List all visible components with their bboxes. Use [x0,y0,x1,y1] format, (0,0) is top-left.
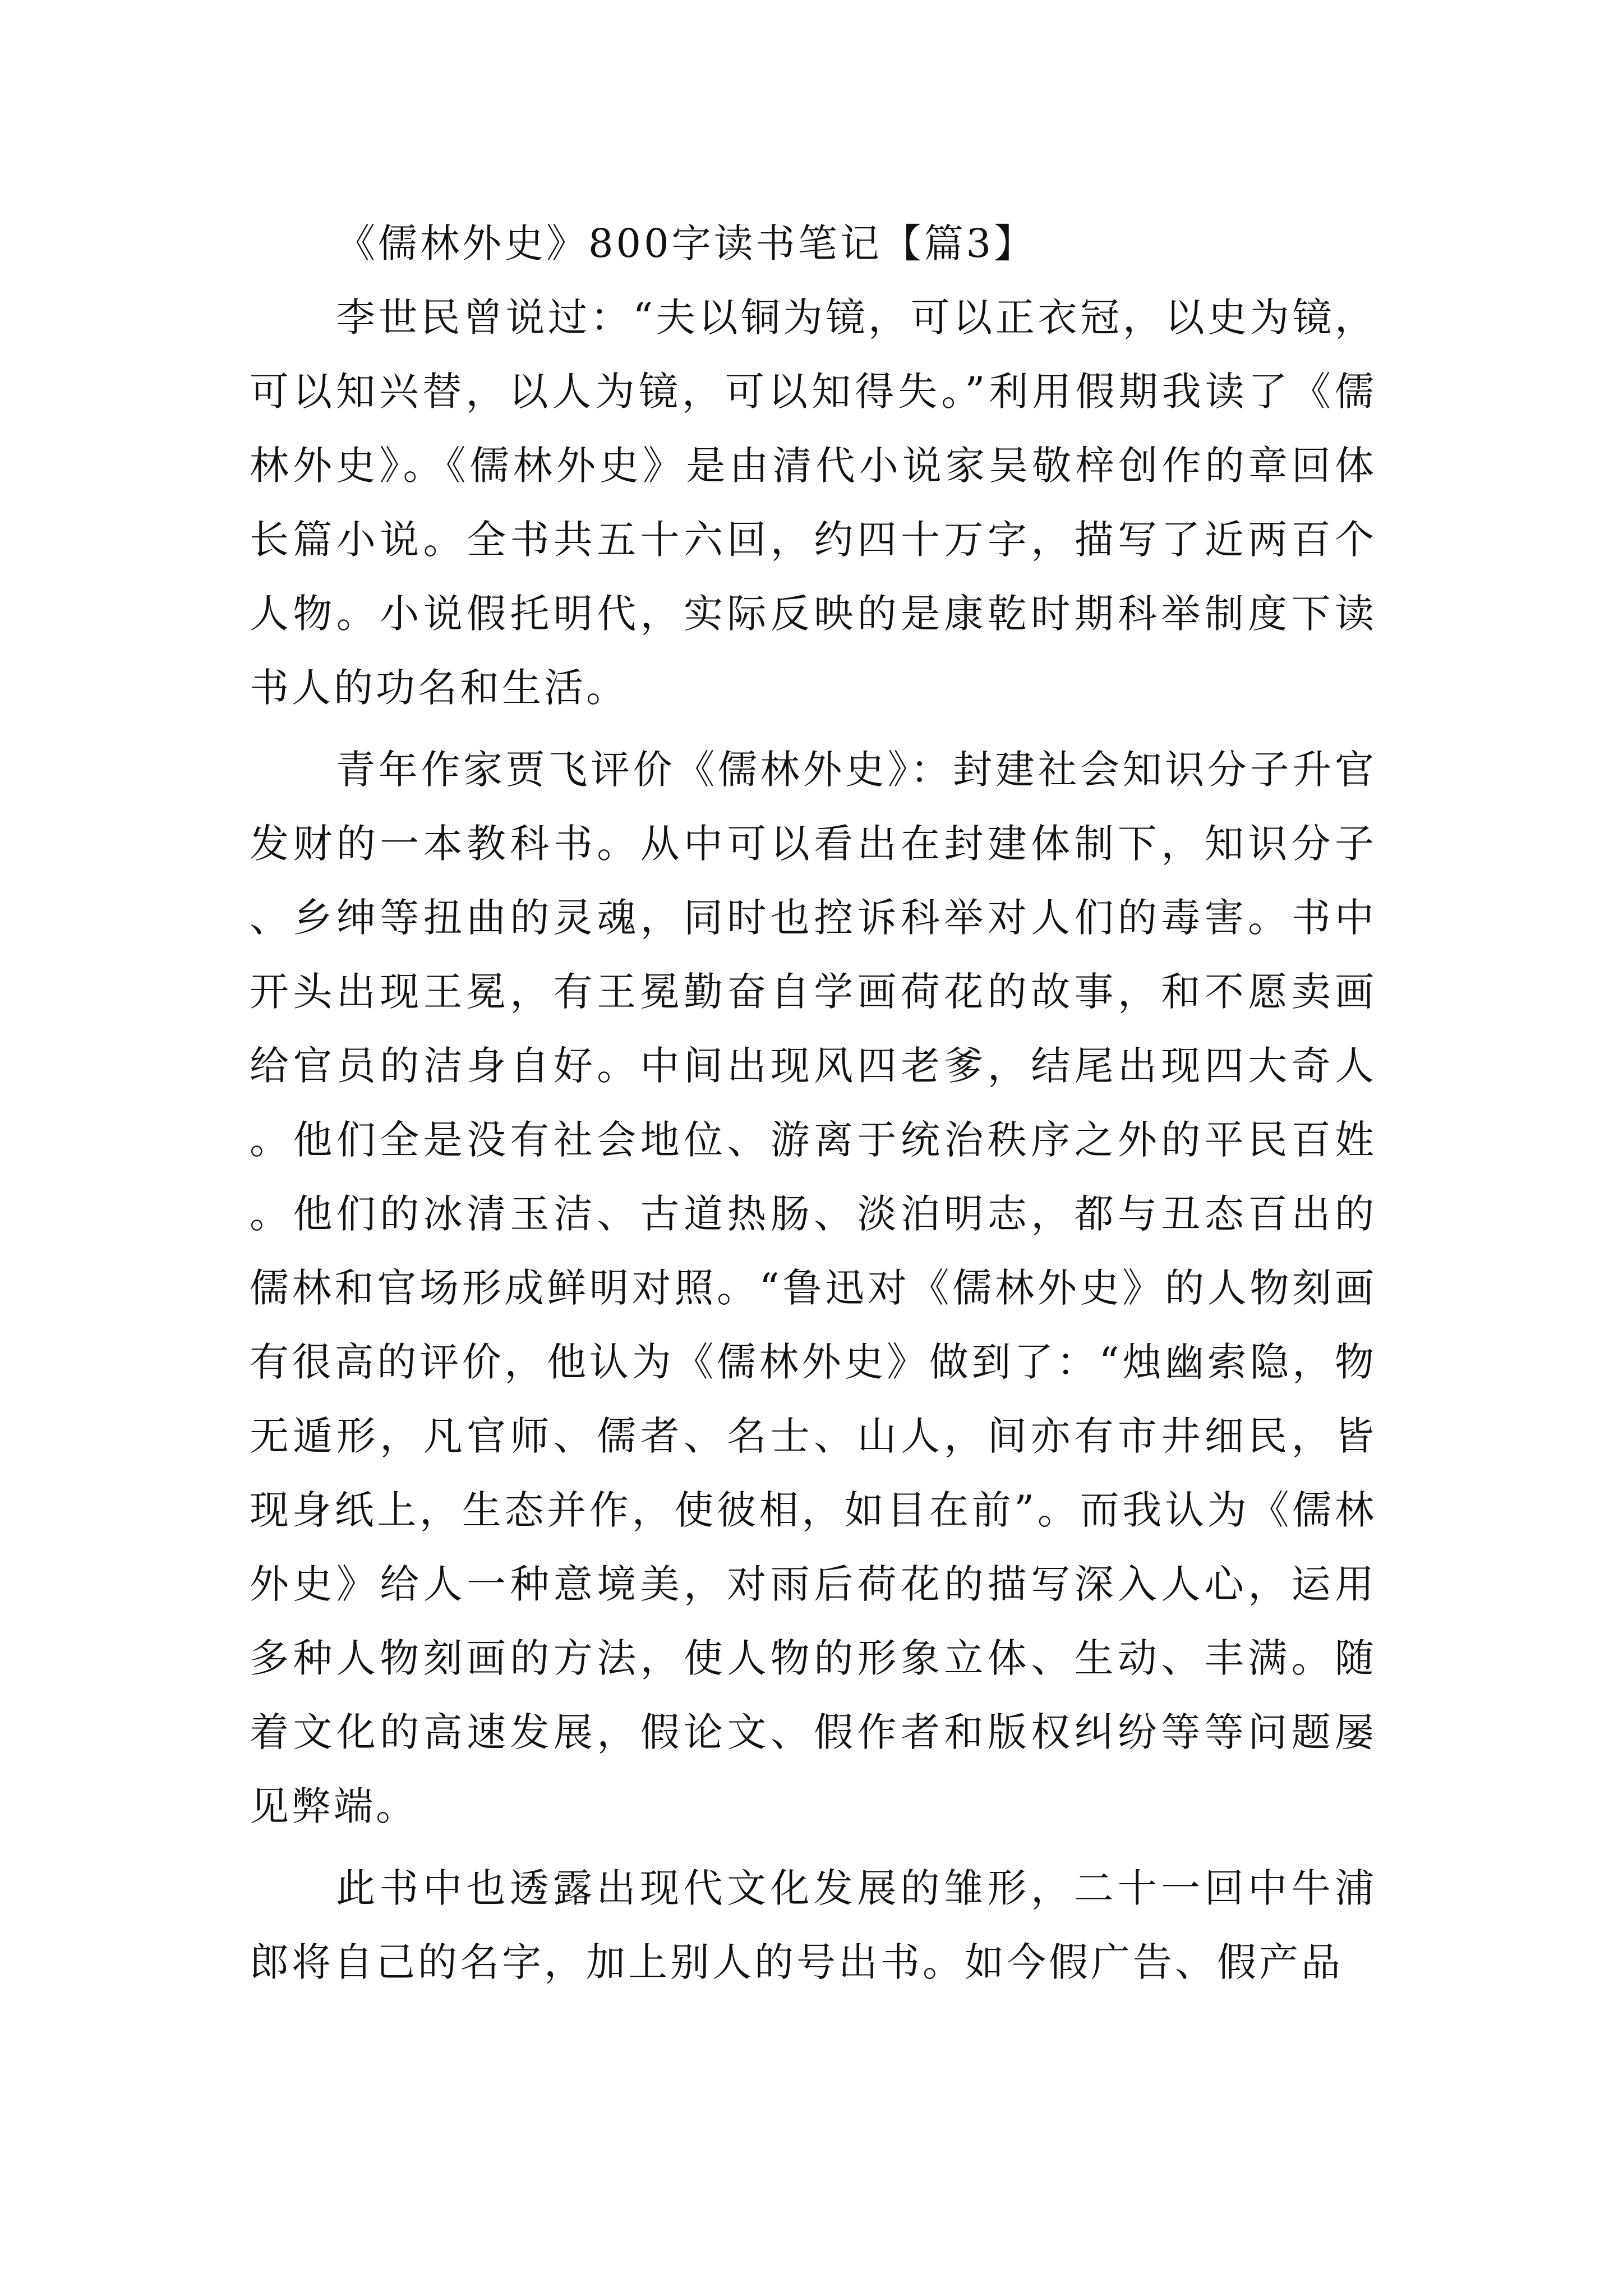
paragraph-1: 李世民曾说过：“夫以铜为镜，可以正衣冠，以史为镜，可以知兴替，以人为镜，可以知得失。”利用假期我读了《儒林外史》。《儒林外史》是由清代小说家吴敬梓创作的章回体长篇小说。全书共五十六回，约四十万字，描写了近两百个人物。小说假托明代，实际反映的是康乾时期科举制度下读书人的功名和生活。 [250,295,1377,711]
document-body [250,206,1377,1999]
paragraph-2: 青年作家贾飞评价《儒林外史》：封建社会知识分子升官发财的一本教科书。从中可以看出在封建体制下，知识分子、乡绅等扭曲的灵魂，同时也控诉科举对人们的毒害。书中开头出现王冕，有王冕勤奋自学画荷花的故事，和不愿卖画给官员的洁身自好。中间出现风四老爹，结尾出现四大奇人。他们全是没有社会地位、游离于统治秩序之外的平民百姓。他们的冰清玉洁、古道热肠、淡泊明志，都与丑态百出的儒林和官场形成鲜明对照。“鲁迅对《儒林外史》的人物刻画有很高的评价，他认为《儒林外史》做到了：“烛幽索隐，物无遁形，凡官师、儒者、名士、山人，间亦有市井细民，皆现身纸上，生态并作，使彼相，如目在前”。而我认为《儒林外史》给人一种意境美，对雨后荷花的描写深入人心，运用多种人物刻画的方法，使人物的形象立体、生动、丰满。随着文化的高速发展，假论文、假作者和版权纠纷等等问题屡见弊端。 [250,747,1377,1829]
document-title: 《儒林外史》800字读书笔记【篇3】 [336,220,1036,266]
paragraph-3: 此书中也透露出现代文化发展的雏形，二十一回中牛浦郎将自己的名字，加上别人的号出书。如今假广告、假产品 [250,1865,1377,1985]
